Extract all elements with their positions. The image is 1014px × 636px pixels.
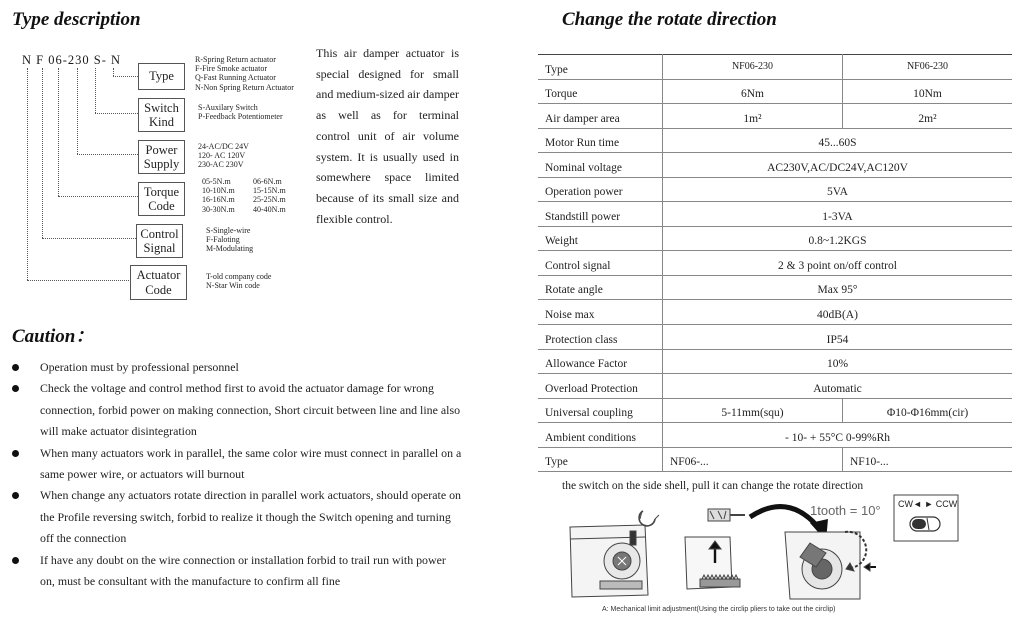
spec-value: 10% (663, 349, 1013, 374)
bullet-icon (12, 385, 19, 392)
spec-key: Type (538, 447, 663, 472)
spec-value-b: 10Nm (843, 79, 1013, 104)
spec-row (538, 275, 1012, 300)
spec-row (538, 300, 1012, 325)
spec-row (538, 226, 1012, 251)
spec-value-a: NF06-... (663, 447, 843, 472)
spec-key: Noise max (538, 300, 663, 325)
switch-instruction: the switch on the side shell, pull it can change the rotate direction (562, 480, 864, 492)
power-supply-box: Power Supply (138, 140, 185, 174)
rotate-direction-title: Change the rotate direction (562, 9, 777, 30)
spec-key: Weight (538, 226, 663, 251)
spec-row (538, 349, 1012, 374)
spec-value: Max 95° (663, 275, 1013, 300)
caution-item: Operation must by professional personnel (12, 357, 462, 378)
direction-switch (894, 495, 958, 541)
bullet-icon (12, 557, 19, 564)
curved-arrow-icon (750, 507, 818, 527)
caution-item: When many actuators work in parallel, the same color wire must connect in parallel on a same power wire, or actuators will burnout (12, 443, 462, 486)
spec-value: AC230V,AC/DC24V,AC120V (663, 153, 1013, 178)
torque-code-box: Torque Code (138, 182, 185, 216)
actuator-drawing-2 (685, 509, 745, 589)
bullet-icon (12, 450, 19, 457)
actuator-drawing-1 (570, 511, 659, 597)
spec-row (538, 251, 1012, 276)
spec-value: 5VA (663, 177, 1013, 202)
type-description-title: Type description (12, 9, 141, 30)
spec-key: Ambient conditions (538, 423, 663, 448)
spec-value: IP54 (663, 325, 1013, 350)
torque-notes-col2: 06-6N.m 15-15N.m 25-25N.m 40-40N.m (253, 177, 286, 214)
bullet-icon (12, 364, 19, 371)
spec-value: 40dB(A) (663, 300, 1013, 325)
spec-key: Rotate angle (538, 275, 663, 300)
caution-list (12, 357, 462, 592)
caution-title: Caution： (12, 326, 95, 347)
spec-row (538, 128, 1012, 153)
spec-key: Protection class (538, 325, 663, 350)
caution-item: If have any doubt on the wire connection or installation forbid to trail run with power on, must be consultant with the manufacture to confirm all fine (12, 550, 462, 593)
spec-row (538, 202, 1012, 227)
control-notes: S-Single-wire F-Faloting M-Modulating (206, 226, 254, 254)
actuator-code-box: Actuator Code (130, 265, 187, 300)
spec-key: Universal coupling (538, 398, 663, 423)
caution-item: Check the voltage and control method first to avoid the actuator damage for wrong connection, forbid power on making connection, Short circuit between line and line also will make actuator disintegration (12, 378, 462, 442)
spec-row (538, 55, 1012, 80)
torque-notes-col1: 05-5N.m 10-10N.m 16-16N.m 30-30N.m (202, 177, 235, 214)
spec-row (538, 79, 1012, 104)
spec-key: Air damper area (538, 104, 663, 129)
spec-key: Motor Run time (538, 128, 663, 153)
spec-value-a: 1m² (663, 104, 843, 129)
spec-row (538, 325, 1012, 350)
spec-value-a: 6Nm (663, 79, 843, 104)
spec-row (538, 423, 1012, 448)
type-notes: R-Spring Return actuator F-Fire Smoke actuator Q-Fast Running Actuator N-Non Spring Return Actuator (195, 55, 294, 92)
switch-direction-label: CW◄ ► CCW (898, 499, 958, 509)
switch-notes: S-Auxilary Switch P-Feedback Potentiometer (198, 103, 283, 122)
spec-value: 1-3VA (663, 202, 1013, 227)
spec-row (538, 104, 1012, 129)
rotate-direction-figure (560, 497, 980, 613)
power-notes: 24-AC/DC 24V 120- AC 120V 230-AC 230V (198, 142, 249, 170)
control-signal-box: Control Signal (136, 224, 183, 258)
spec-key: Standstill power (538, 202, 663, 227)
tooth-label: 1tooth = 10° (810, 503, 881, 518)
actuator-drawing-3 (785, 532, 876, 599)
spec-key: Nominal voltage (538, 153, 663, 178)
spec-key: Type (538, 55, 663, 80)
spec-row (538, 153, 1012, 178)
spec-row (538, 398, 1012, 423)
caution-item: When change any actuators rotate direction in parallel work actuators, should operate on the Profile reversing switch, forbid to realize it though the Switch opening and turning off the connection (12, 485, 462, 549)
spec-key: Control signal (538, 251, 663, 276)
spec-value: Automatic (663, 374, 1013, 399)
spec-key: Operation power (538, 177, 663, 202)
switch-kind-box: Switch Kind (138, 98, 185, 132)
spec-value-a: 5-11mm(squ) (663, 398, 843, 423)
product-description: This air damper actuator is special designed for small and medium-sized air damper as well as for terminal control unit of air volume system. It is usually used in somewhere space limited because of its small size and flexible control. (316, 46, 459, 226)
spec-value-a: NF06-230 (663, 55, 843, 80)
model-code: N F 06-230 S- N (22, 53, 122, 67)
spec-row (538, 374, 1012, 399)
spec-row (538, 447, 1012, 472)
spec-key: Overload Protection (538, 374, 663, 399)
spec-value-b: Φ10-Φ16mm(cir) (843, 398, 1013, 423)
spec-table (538, 54, 1012, 472)
spec-value: 0.8~1.2KGS (663, 226, 1013, 251)
spec-value-b: NF06-230 (843, 55, 1013, 80)
spec-value: - 10- + 55°C 0-99%Rh (663, 423, 1013, 448)
spec-value-b: 2m² (843, 104, 1013, 129)
spec-value: 2 & 3 point on/off control (663, 251, 1013, 276)
spec-key: Torque (538, 79, 663, 104)
figure-caption: A: Mechanical limit adjustment(Using the circlip pliers to take out the circlip) (602, 606, 836, 613)
bullet-icon (12, 492, 19, 499)
spec-row (538, 177, 1012, 202)
spec-value: 45...60S (663, 128, 1013, 153)
type-box: Type (138, 63, 185, 90)
spec-key: Allowance Factor (538, 349, 663, 374)
spec-value-b: NF10-... (843, 447, 1013, 472)
actuator-notes: T-old company code N-Star Win code (206, 272, 272, 291)
